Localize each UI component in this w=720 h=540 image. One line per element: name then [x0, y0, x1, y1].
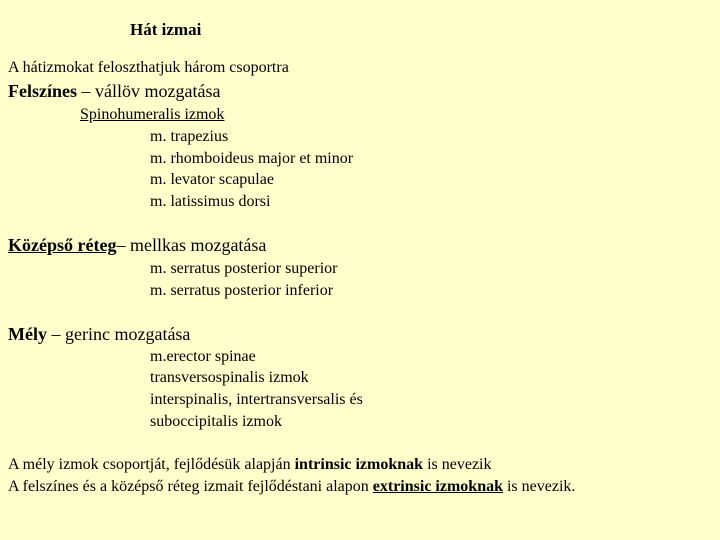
footer-line-2 [8, 479, 575, 495]
footer-line-2-pre: A felszínes és a középső réteg izmait fejlődéstani alapon [8, 478, 373, 495]
intrinsic-term: intrinsic izmoknak [294, 456, 424, 473]
list-item: m. trapezius [150, 128, 229, 145]
page-title: Hát izmai [130, 20, 202, 39]
list-item: suboccipitalis izmok [150, 413, 282, 430]
list-item: m. latissimus dorsi [150, 193, 271, 210]
intro-text: A hátizmokat feloszthatjuk három csoportra [8, 59, 289, 76]
extrinsic-term: extrinsic izmoknak [372, 478, 503, 495]
list-item: transversospinalis izmok [150, 369, 309, 386]
list-item: m. serratus posterior inferior [150, 282, 334, 299]
footer-line-1 [8, 457, 491, 473]
footer-line-2-post: is nevezik. [502, 478, 576, 495]
deep-heading-bold: Mély [8, 324, 47, 344]
middle-heading-bold: Középső réteg [8, 235, 117, 255]
superficial-heading-rest: – vállöv mozgatása [77, 81, 221, 101]
middle-heading-rest: – mellkas mozgatása [116, 235, 267, 255]
spinohumeral-subgroup: Spinohumeralis izmok [80, 106, 225, 123]
footer-line-1-pre: A mély izmok csoportját, fejlődésük alapján [8, 456, 295, 473]
list-item: m.erector spinae [150, 348, 256, 365]
middle-heading [8, 236, 266, 254]
deep-heading-rest: – gerinc mozgatása [46, 324, 191, 344]
deep-heading [8, 325, 190, 343]
list-item: m. rhomboideus major et minor [150, 150, 354, 167]
list-item: m. serratus posterior superior [150, 260, 338, 277]
superficial-heading [8, 82, 220, 100]
list-item: interspinalis, intertransversalis és [150, 391, 363, 408]
list-item: m. levator scapulae [150, 171, 274, 188]
footer-line-1-post: is nevezik [423, 456, 492, 473]
superficial-heading-bold: Felszínes [8, 81, 77, 101]
